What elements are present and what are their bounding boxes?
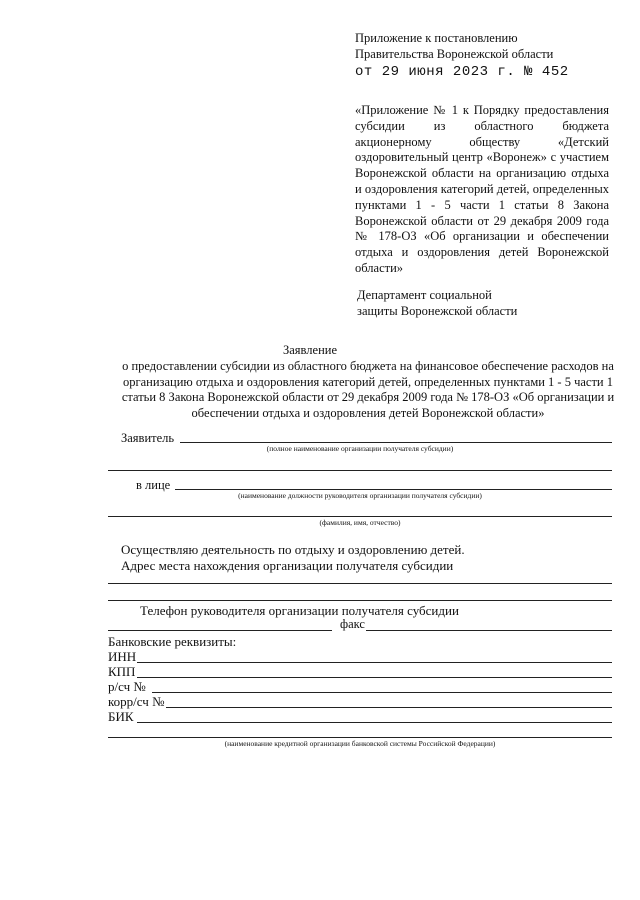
addressee-line-2: защиты Воронежской области bbox=[357, 304, 518, 318]
rs-field[interactable] bbox=[152, 692, 612, 693]
activity-statement: Осуществляю деятельность по отдыху и оздоровлению детей. bbox=[121, 542, 465, 557]
address-field[interactable] bbox=[108, 583, 612, 584]
form-title: Заявление bbox=[282, 343, 337, 357]
inn-label: ИНН bbox=[108, 649, 137, 664]
rs-label: р/сч № bbox=[108, 679, 146, 694]
ks-field[interactable] bbox=[166, 707, 612, 708]
position-caption: (наименование должности руководителя организации получателя субсидии) bbox=[238, 491, 482, 500]
fax-field[interactable] bbox=[366, 630, 612, 631]
address-label: Адрес места нахождения организации получателя субсидии bbox=[121, 558, 454, 573]
inn-field[interactable] bbox=[137, 662, 612, 663]
kpp-label: КПП bbox=[108, 664, 136, 679]
position-field[interactable] bbox=[175, 489, 612, 490]
bik-field[interactable] bbox=[137, 722, 612, 723]
represented-label: в лице bbox=[136, 478, 171, 492]
phone-field[interactable] bbox=[108, 630, 332, 631]
header-line-1: Приложение к постановлению bbox=[355, 31, 518, 45]
header-line-2: Правительства Воронежской области bbox=[355, 47, 554, 61]
form-description: о предоставлении субсидии из областного бюджета на финансовое обеспечение расходов на организацию отдыха и оздоровления категорий детей, определенных пунктами 1 - 5 части 1 статьи 8 Закона Воронежской области от 29 декабря 2009 года № 178-ОЗ «Об организации и обеспечении отдыха и оздоровления детей Воронежской области» bbox=[121, 359, 615, 420]
resolution-header bbox=[355, 30, 569, 80]
applicant-label: Заявитель bbox=[121, 431, 175, 445]
bank-details-label: Банковские реквизиты: bbox=[108, 634, 237, 649]
fio-field[interactable] bbox=[108, 516, 612, 517]
applicant-caption: (полное наименование организации получателя субсидии) bbox=[266, 444, 454, 453]
resolution-date-number: от 29 июня 2023 г. № 452 bbox=[355, 64, 569, 80]
fax-label: факс bbox=[340, 617, 365, 631]
appendix-reference: «Приложение № 1 к Порядку предоставления субсидии из областного бюджета акционерному обществу «Детский оздоровительный центр «Воронеж» с участием Воронежской области на организацию отдыха и оздоровления категорий детей, определенных пунктами 1 - 5 части 1 статьи 8 Закона Воронежской области от 29 декабря 2009 года № 178-ОЗ «Об организации и обеспечении отдыха и оздоровления детей Воронежской области» bbox=[355, 103, 609, 275]
address-field-continued[interactable] bbox=[108, 600, 612, 601]
phone-label: Телефон руководителя организации получателя субсидии bbox=[140, 603, 459, 618]
ks-label: корр/сч № bbox=[108, 694, 165, 709]
fio-caption: (фамилия, имя, отчество) bbox=[319, 518, 401, 527]
bank-caption: (наименование кредитной организации банковской системы Российской Федерации) bbox=[224, 739, 496, 748]
bank-name-field[interactable] bbox=[108, 737, 612, 738]
bik-label: БИК bbox=[108, 709, 134, 724]
addressee bbox=[357, 287, 517, 319]
addressee-line-1: Департамент социальной bbox=[357, 288, 492, 302]
applicant-field-continued[interactable] bbox=[108, 470, 612, 471]
kpp-field[interactable] bbox=[137, 677, 612, 678]
applicant-field[interactable] bbox=[180, 442, 612, 443]
